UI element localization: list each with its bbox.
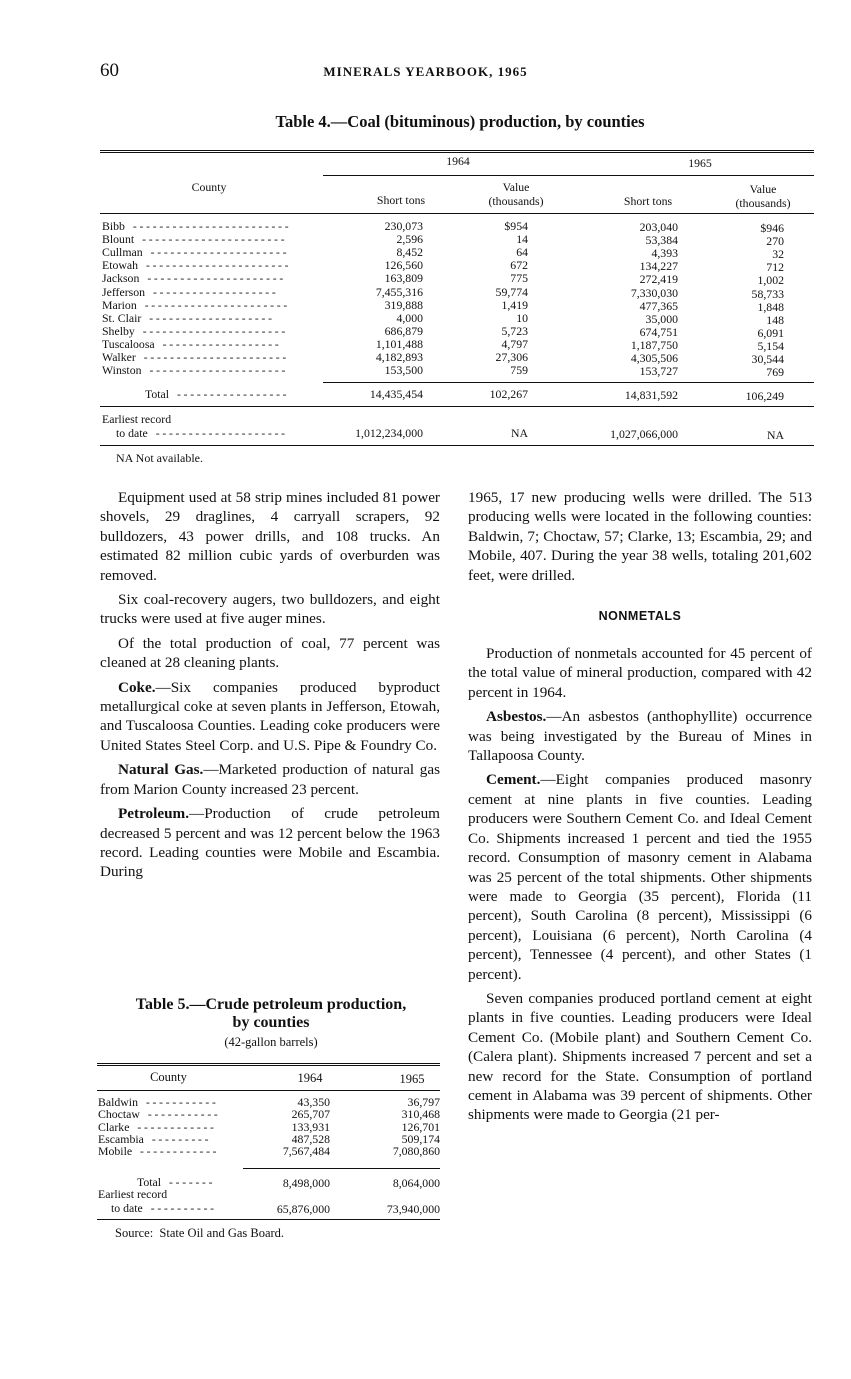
table4-value-1964: 10 <box>516 310 528 325</box>
table4-tons-1965: 674,751 <box>639 324 678 339</box>
paragraph-coke: Coke.—Six companies produced byproduct metallurgical coke at seven plants in Jefferson, Etowah, and Tuscaloosa Counties. Leading coke producers were United States Steel Corp. and U.S. Pipe & Foundry Co. <box>100 678 440 754</box>
table4-tons-1965: 4,393 <box>651 246 678 261</box>
table4-earliest-v64: NA <box>510 426 528 440</box>
table4-earliest-label2: to date -------------------- <box>116 426 287 441</box>
table4-value-1964: 5,723 <box>501 323 528 338</box>
table5-value-1964: 43,350 <box>297 1095 330 1109</box>
table5-total-v64: 8,498,000 <box>282 1176 330 1190</box>
table5-year1: 1964 <box>297 1071 323 1085</box>
table4-county: Walker ---------------------- <box>102 350 288 365</box>
table4-value-1964: 672 <box>510 258 528 273</box>
table4-bottom-rule <box>100 445 814 446</box>
table4-county: Jefferson ------------------- <box>102 284 278 300</box>
table4-tons-1964: 7,455,316 <box>375 284 423 299</box>
table4-tons-1964: 686,879 <box>384 323 423 338</box>
table5-title-line1: Table 5.—Crude petroleum production, <box>135 996 407 1013</box>
table5-top-rule <box>97 1063 440 1064</box>
table4-county: Cullman --------------------- <box>102 245 288 261</box>
table4-value-1965: $946 <box>760 221 784 235</box>
table4-total-v64: 102,267 <box>489 387 528 401</box>
paragraph-cleaning: Of the total production of coal, 77 percent was cleaned at 28 cleaning plants. <box>100 634 440 672</box>
table4-value64-h1: Value <box>502 180 530 194</box>
table4-value-1965: 32 <box>772 247 784 262</box>
table4-value64-h2: (thousands) <box>488 194 544 208</box>
table4-tons-1964: 163,809 <box>384 271 423 286</box>
table4-value-1964: 14 <box>516 232 528 247</box>
table4-tons-1964: 2,596 <box>396 232 423 247</box>
table4-top-rule-2 <box>100 152 814 153</box>
paragraph-asbestos: Asbestos.—An asbestos (anthophyllite) occurrence was being investigated by the Bureau of Mines in Tallapoosa County. <box>468 708 812 765</box>
table5-county: Baldwin ----------- <box>98 1095 218 1110</box>
table4-value-1965: 58,733 <box>751 286 784 301</box>
paragraph-petroleum: Petroleum.—Production of crude petroleum decreased 5 percent and was 12 percent below the 1963 record. Leading counties were Mobile and Escambia. During <box>100 805 440 881</box>
table5-value-1964: 265,707 <box>291 1107 330 1122</box>
table4-value-1964: 1,419 <box>501 297 528 312</box>
paragraph-nonmetals: Production of nonmetals accounted for 45 percent of the total value of mineral production, compared with 42 percent in 1964. <box>468 645 812 701</box>
table4-county: St. Clair ------------------- <box>102 310 274 326</box>
table4-value-1965: 712 <box>766 260 784 275</box>
paragraph-portland: Seven companies produced portland cement at eight plants in five counties. Leading producers were Ideal Cement Co. (Mobile plant) and Southern Cement Co. (Calera plant). Shipments increased 7 percent and set a new record for the State. Consumption of portland cement in Alabama was 39 percent of shipments. Other shipments were made to Georgia (21 per- <box>468 989 812 1124</box>
table4-earliest-t65: 1,027,066,000 <box>610 427 678 441</box>
table4-header-rule <box>100 213 814 214</box>
table5-county: Mobile ------------ <box>98 1144 218 1160</box>
table4-value-1965: 1,002 <box>757 273 784 288</box>
table4-tons-1965: 477,365 <box>639 298 678 313</box>
table4-earliest-rule <box>100 406 814 407</box>
table4-tons-1965: 7,330,030 <box>630 285 678 300</box>
table5-value-1965: 36,797 <box>407 1095 440 1109</box>
table4-value-1964: 775 <box>510 271 528 286</box>
table4-county: Marion ---------------------- <box>102 297 289 313</box>
table4-earliest-v65: NA <box>766 428 784 442</box>
table4-county: Winston --------------------- <box>102 363 287 379</box>
table5-top-rule-2 <box>97 1065 440 1066</box>
table4-tons-1965: 35,000 <box>645 311 678 326</box>
table5-total-v65: 8,064,000 <box>392 1176 440 1190</box>
table4-value-1965: 1,848 <box>757 299 784 314</box>
table5-value-1965: 310,468 <box>401 1107 440 1122</box>
table4-tons-1965: 134,227 <box>639 259 678 274</box>
table4-county-header: County <box>191 180 227 194</box>
table4-shorttons65-h: Short tons <box>623 194 673 208</box>
running-head: MINERALS YEARBOOK, 1965 <box>323 64 528 79</box>
table4-tons-1964: 153,500 <box>384 363 423 378</box>
table5-title-line2: by counties <box>232 1014 310 1031</box>
table4-county: Bibb ------------------------ <box>102 219 290 234</box>
table4-tons-1965: 4,305,506 <box>630 351 678 365</box>
table4-county: Shelby ---------------------- <box>102 323 287 339</box>
table4-county: Blount ---------------------- <box>102 232 286 248</box>
table4-value-1964: 4,797 <box>501 336 528 351</box>
table5-value-1964: 133,931 <box>291 1119 330 1134</box>
table4-value65-h1: Value <box>749 182 777 196</box>
table5-bottom-rule <box>97 1219 440 1220</box>
table5-subtitle: (42-gallon barrels) <box>224 1035 318 1049</box>
table5-county-header: County <box>150 1070 187 1084</box>
table4-top-rule <box>100 150 814 151</box>
table4-year1: 1964 <box>446 154 470 168</box>
paragraph-augers: Six coal-recovery augers, two bulldozers, and eight trucks were used at five auger mines. <box>100 591 440 628</box>
table5-value-1965: 7,080,860 <box>392 1144 440 1159</box>
table4-value-1965: 270 <box>766 234 784 249</box>
table4-value-1965: 5,154 <box>757 338 784 353</box>
table5-earliest-v65: 73,940,000 <box>386 1202 440 1216</box>
table5-source: Source: State Oil and Gas Board. <box>115 1226 285 1240</box>
table4-tons-1964: 4,182,893 <box>375 350 423 364</box>
table4-value-1965: 769 <box>766 365 784 380</box>
table4-value-1964: 64 <box>516 245 528 260</box>
table4-value-1964: $954 <box>504 219 528 233</box>
table5-value-1964: 487,528 <box>291 1131 330 1146</box>
table4-total-t65: 14,831,592 <box>624 388 678 402</box>
table5-earliest-v64: 65,876,000 <box>276 1202 330 1216</box>
table4-tons-1964: 126,560 <box>384 258 423 273</box>
table5-total-rule <box>243 1168 440 1169</box>
table4-value-1965: 30,544 <box>751 352 784 366</box>
table4-value-1965: 6,091 <box>757 325 784 340</box>
nonmetals-heading: NONMETALS <box>598 609 682 624</box>
page-number: 60 <box>100 60 119 81</box>
table4-tons-1964: 4,000 <box>396 310 423 325</box>
table5-earliest-label1: Earliest record <box>98 1187 168 1201</box>
table4-tons-1964: 1,101,488 <box>375 336 423 351</box>
table5-county: Escambia --------- <box>98 1131 210 1147</box>
table4-tons-1965: 53,384 <box>645 233 678 248</box>
table4-value-1965: 148 <box>766 312 784 327</box>
table4-footnote: NA Not available. <box>116 451 203 465</box>
table5-year2: 1965 <box>399 1072 425 1086</box>
table5-total-label: Total ------- <box>137 1175 214 1190</box>
table5-county: Clarke ------------ <box>98 1119 216 1135</box>
table4-title: Table 4.—Coal (bituminous) production, by counties <box>275 112 645 131</box>
table5-county: Choctaw ----------- <box>98 1107 220 1123</box>
table5-earliest-label2: to date ---------- <box>111 1201 216 1216</box>
table4-earliest-t64: 1,012,234,000 <box>355 426 423 440</box>
table4-year2: 1965 <box>688 156 712 170</box>
table5-header-rule <box>97 1090 440 1091</box>
table4-county: Jackson --------------------- <box>102 271 285 287</box>
table4-county: Etowah ---------------------- <box>102 258 290 274</box>
table4-tons-1965: 203,040 <box>639 220 678 234</box>
table5-value-1964: 7,567,484 <box>282 1144 330 1159</box>
table4-tons-1965: 153,727 <box>639 364 678 379</box>
table5-value-1965: 126,701 <box>401 1119 440 1134</box>
table4-year-rule <box>323 175 814 176</box>
paragraph-natural-gas: Natural Gas.—Marketed production of natural gas from Marion County increased 23 percent. <box>100 761 440 798</box>
left-column <box>100 488 440 882</box>
table4-total-t64: 14,435,454 <box>369 387 423 401</box>
table5-value-1965: 509,174 <box>401 1131 440 1146</box>
table4-tons-1964: 319,888 <box>384 297 423 312</box>
table5-title <box>96 996 446 1032</box>
table4-total-label: Total ----------------- <box>145 387 288 402</box>
table4-tons-1965: 1,187,750 <box>630 337 678 352</box>
table4-shorttons64-h: Short tons <box>376 193 426 207</box>
paragraph-cement: Cement.—Eight companies produced masonry cement at nine plants in five counties. Leading producers were Southern Cement Co. and Ideal Cement Co. Shipments increased 1 percent and tied the 1955 record. Consumption of masonry cement in Alabama was 25 percent of the total shipments. Other shipments were made to Georgia (35 percent), Florida (11 percent), South Carolina (8 percent), Mississippi (6 percent), Louisiana (6 percent), North Carolina (4 percent), Tennessee (4 percent), and other States (1 percent). <box>468 771 812 983</box>
table4-tons-1965: 272,419 <box>639 272 678 287</box>
table4-value-1964: 27,306 <box>495 350 528 364</box>
paragraph-wells: 1965, 17 new producing wells were drilled. The 513 producing wells were located in the following counties: Baldwin, 7; Choctaw, 57; Clarke, 13; Escambia, 29; and Mobile, 407. During the year 38 wells, totaling 201,602 feet, were drilled. <box>468 489 812 584</box>
paragraph-equipment: Equipment used at 58 strip mines included 81 power shovels, 29 draglines, 4 carryall scrapers, 92 bulldozers, 43 power drills, and 108 trucks. An estimated 82 million cubic yards of overburden was removed. <box>100 489 440 584</box>
table4-tons-1964: 230,073 <box>384 219 423 233</box>
table4-total-v65: 106,249 <box>745 389 784 403</box>
table4-total-rule <box>323 382 814 383</box>
right-column <box>468 488 812 1125</box>
table4-value65-h2: (thousands) <box>735 196 791 210</box>
table4-earliest-label1: Earliest record <box>102 412 172 426</box>
table4-value-1964: 759 <box>510 363 528 378</box>
table4-value-1964: 59,774 <box>495 284 528 299</box>
table4-tons-1964: 8,452 <box>396 245 423 260</box>
table4-county: Tuscaloosa ------------------ <box>102 336 281 352</box>
